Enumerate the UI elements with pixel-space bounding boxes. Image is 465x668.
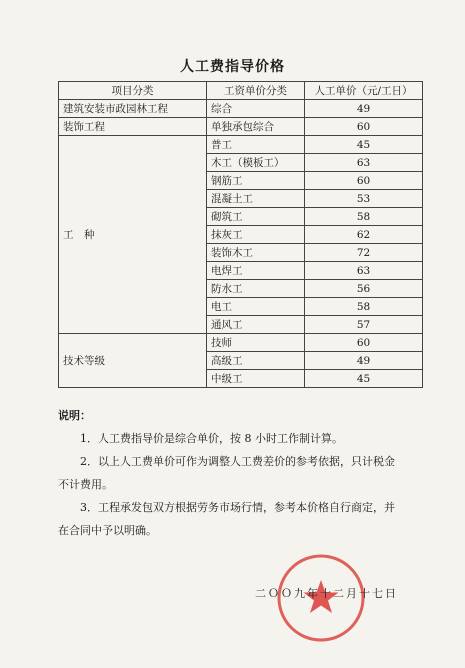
- note-item: 3．工程承发包双方根据劳务市场行情，参考本价格自行商定，并在合同中予以明确。: [58, 501, 395, 537]
- row-type: 高级工: [207, 352, 305, 370]
- row-type: 装饰木工: [207, 244, 305, 262]
- row-price: 49: [305, 352, 423, 370]
- table-row: [59, 136, 423, 154]
- row-type: 普工: [207, 136, 305, 154]
- row-price: 49: [305, 100, 423, 118]
- document-title: 人工费指导价格: [180, 59, 285, 75]
- notes-section: [58, 404, 398, 542]
- row-type: 通风工: [207, 316, 305, 334]
- row-price: 60: [305, 172, 423, 190]
- row-price: 57: [305, 316, 423, 334]
- row-type: 钢筋工: [207, 172, 305, 190]
- row-price: 45: [305, 370, 423, 388]
- row-type: 单独承包综合: [207, 118, 305, 136]
- table-header-row: [59, 82, 423, 100]
- row-price: 60: [305, 334, 423, 352]
- issue-date: 二ＯＯ九年十二月十七日: [255, 587, 398, 600]
- row-category: 建筑安装市政园林工程: [59, 100, 207, 118]
- row-type: 电工: [207, 298, 305, 316]
- row-price: 63: [305, 154, 423, 172]
- row-price: 60: [305, 118, 423, 136]
- row-type: 砌筑工: [207, 208, 305, 226]
- row-type: 混凝土工: [207, 190, 305, 208]
- labor-price-table: [58, 81, 423, 388]
- row-type: 木工（模板工）: [207, 154, 305, 172]
- row-price: 63: [305, 262, 423, 280]
- row-type: 防水工: [207, 280, 305, 298]
- row-type: 中级工: [207, 370, 305, 388]
- header-unit-price: 人工单价（元/工日）: [305, 82, 423, 100]
- header-category: 项目分类: [59, 82, 207, 100]
- table-row: [59, 100, 423, 118]
- row-type: 技师: [207, 334, 305, 352]
- row-price: 72: [305, 244, 423, 262]
- trade-group-label: 工 种: [59, 136, 207, 334]
- row-price: 62: [305, 226, 423, 244]
- row-category: 装饰工程: [59, 118, 207, 136]
- row-price: 58: [305, 208, 423, 226]
- row-type: 电焊工: [207, 262, 305, 280]
- row-type: 综合: [207, 100, 305, 118]
- notes-heading: 说明：: [58, 409, 91, 422]
- row-type: 抹灰工: [207, 226, 305, 244]
- row-price: 56: [305, 280, 423, 298]
- level-group-label: 技术等级: [59, 334, 207, 388]
- row-price: 53: [305, 190, 423, 208]
- row-price: 45: [305, 136, 423, 154]
- note-item: 2．以上人工费单价可作为调整人工费差价的参考依据，只计税金不计费用。: [58, 455, 395, 491]
- note-item: 1．人工费指导价是综合单价，按 8 小时工作制计算。: [80, 432, 343, 445]
- table-row: [59, 334, 423, 352]
- table-row: [59, 118, 423, 136]
- header-wage-type: 工资单价分类: [207, 82, 305, 100]
- row-price: 58: [305, 298, 423, 316]
